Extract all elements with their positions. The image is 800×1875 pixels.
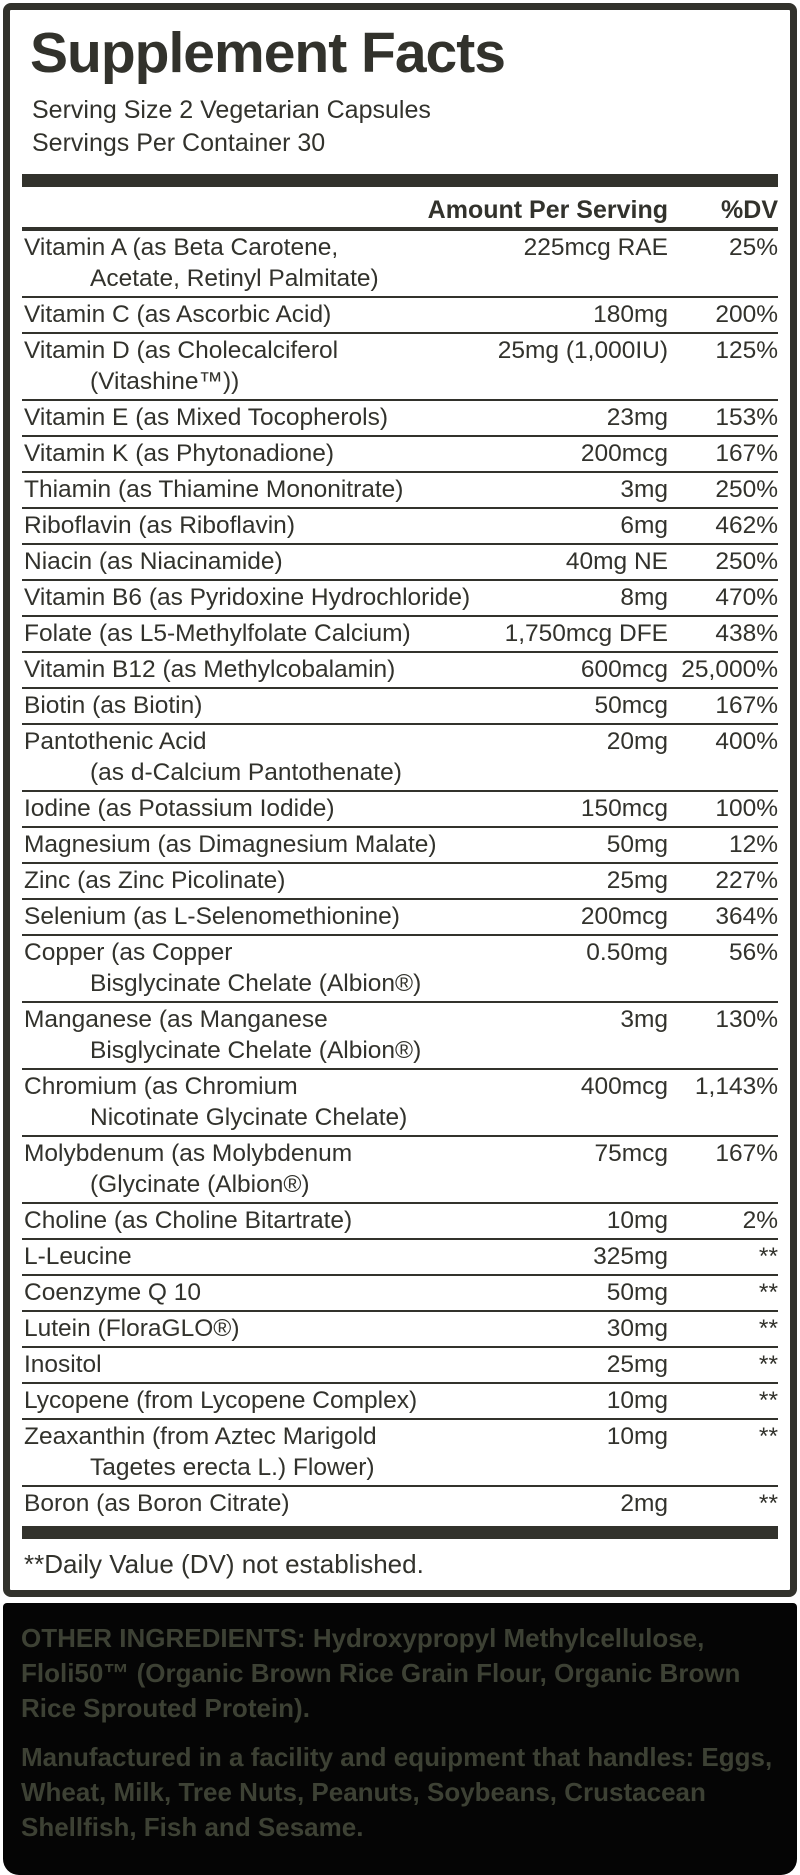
footnote: **Daily Value (DV) not established. bbox=[24, 1549, 424, 1579]
ingredient-name: Chromium (as Chromium Nicotinate Glycinate Chelate) bbox=[22, 1071, 478, 1133]
column-header-amount: Amount Per Serving bbox=[427, 196, 668, 224]
ingredient-name: Vitamin E (as Mixed Tocopherols) bbox=[24, 404, 389, 431]
ingredient-dv: 130% bbox=[715, 1006, 778, 1033]
serving-size: Serving Size 2 Vegetarian Capsules bbox=[32, 96, 431, 124]
table-row bbox=[22, 862, 778, 898]
other-ingredients-label: OTHER INGREDIENTS: bbox=[21, 1623, 306, 1653]
ingredient-dv: 25% bbox=[728, 234, 778, 261]
ingredient-dv: 470% bbox=[715, 584, 778, 611]
ingredient-amount: 6mg bbox=[620, 512, 668, 539]
table-row bbox=[22, 435, 778, 471]
ingredient-name-line2: (as d-Calcium Pantothenate) bbox=[90, 759, 402, 786]
ingredient-name: Niacin (as Niacinamide) bbox=[24, 548, 283, 575]
supplement-facts-panel bbox=[3, 3, 797, 1597]
ingredient-amount: 50mg bbox=[606, 1279, 668, 1306]
ingredient-dv: ** bbox=[758, 1243, 778, 1270]
ingredient-name: Vitamin K (as Phytonadione) bbox=[24, 440, 335, 467]
table-row bbox=[22, 934, 778, 1001]
divider-thick-bottom bbox=[22, 1526, 778, 1539]
ingredient-name: Vitamin D (as Cholecalciferol (Vitashine™)) bbox=[22, 335, 478, 397]
ingredient-dv: ** bbox=[758, 1423, 778, 1450]
ingredient-name: Selenium (as L-Selenomethionine) bbox=[24, 903, 400, 930]
ingredient-name: Choline (as Choline Bitartrate) bbox=[24, 1207, 353, 1234]
ingredient-name: Zeaxanthin (from Aztec Marigold Tagetes erecta L.) Flower) bbox=[22, 1421, 478, 1483]
table-row bbox=[22, 826, 778, 862]
ingredient-name-line2: (Vitashine™)) bbox=[90, 368, 240, 395]
ingredient-amount: 400mcg bbox=[580, 1073, 668, 1100]
ingredient-name: Lycopene (from Lycopene Complex) bbox=[24, 1387, 418, 1414]
ingredient-amount: 8mg bbox=[620, 584, 668, 611]
ingredient-amount: 25mg bbox=[606, 1351, 668, 1378]
allergen-text: Manufactured in a facility and equipment that handles: Eggs, Wheat, Milk, Tree Nuts, Peanuts, Soybeans, Crustacean Shellfish, Fish and Sesame. bbox=[21, 1742, 773, 1842]
ingredient-name: Copper (as Copper Bisglycinate Chelate (Albion®) bbox=[22, 937, 478, 999]
ingredient-amount: 200mcg bbox=[580, 440, 668, 467]
ingredient-name: Thiamin (as Thiamine Mononitrate) bbox=[24, 476, 404, 503]
ingredient-dv: ** bbox=[758, 1351, 778, 1378]
table-row bbox=[22, 507, 778, 543]
ingredient-amount: 50mcg bbox=[594, 692, 668, 719]
ingredient-name-line2: Acetate, Retinyl Palmitate) bbox=[90, 265, 379, 292]
ingredient-name: Molybdenum (as Molybdenum (Glycinate (Albion®) bbox=[22, 1138, 478, 1200]
ingredient-dv: 25,000% bbox=[681, 656, 778, 683]
ingredient-dv: ** bbox=[758, 1315, 778, 1342]
ingredient-name: Lutein (FloraGLO®) bbox=[24, 1315, 240, 1342]
page-title: Supplement Facts bbox=[30, 21, 505, 85]
ingredient-amount: 3mg bbox=[620, 1006, 668, 1033]
ingredient-name: Inositol bbox=[24, 1351, 102, 1378]
ingredient-dv: 364% bbox=[715, 903, 778, 930]
ingredient-dv: 167% bbox=[715, 1140, 778, 1167]
other-ingredients-text: Hydroxypropyl Methylcellulose, Floli50™ (Organic Brown Rice Grain Flour, Organic Brown Rice Sprouted Protein). bbox=[21, 1623, 741, 1723]
ingredient-dv: 200% bbox=[715, 301, 778, 328]
table-row bbox=[22, 1382, 778, 1418]
table-row bbox=[22, 543, 778, 579]
ingredient-amount: 10mg bbox=[606, 1387, 668, 1414]
ingredient-amount: 325mg bbox=[593, 1243, 668, 1270]
table-row bbox=[22, 579, 778, 615]
ingredient-name-line2: Bisglycinate Chelate (Albion®) bbox=[90, 1037, 422, 1064]
ingredient-name: Vitamin B6 (as Pyridoxine Hydrochloride) bbox=[24, 584, 471, 611]
ingredient-name: Riboflavin (as Riboflavin) bbox=[24, 512, 295, 539]
ingredient-amount: 200mcg bbox=[580, 903, 668, 930]
ingredient-amount: 3mg bbox=[620, 476, 668, 503]
ingredient-amount: 25mg (1,000IU) bbox=[497, 337, 668, 364]
ingredient-name: Pantothenic Acid (as d-Calcium Pantothenate) bbox=[22, 726, 478, 788]
ingredient-amount: 180mg bbox=[593, 301, 668, 328]
table-row bbox=[22, 1485, 778, 1521]
ingredient-name: Magnesium (as Dimagnesium Malate) bbox=[24, 831, 437, 858]
ingredient-dv: 100% bbox=[715, 795, 778, 822]
ingredient-dv: 438% bbox=[715, 620, 778, 647]
ingredient-dv: ** bbox=[758, 1279, 778, 1306]
ingredient-name: Manganese (as Manganese Bisglycinate Chelate (Albion®) bbox=[22, 1004, 478, 1066]
ingredient-amount: 2mg bbox=[620, 1490, 668, 1517]
facts-rows bbox=[22, 231, 778, 1521]
ingredient-amount: 150mcg bbox=[580, 795, 668, 822]
ingredient-dv: 2% bbox=[742, 1207, 778, 1234]
divider-thick-top bbox=[22, 174, 778, 187]
table-row bbox=[22, 723, 778, 790]
column-header-dv: %DV bbox=[721, 196, 778, 224]
ingredient-dv: 125% bbox=[715, 337, 778, 364]
servings-per-container: Servings Per Container 30 bbox=[32, 129, 326, 157]
ingredient-name-line2: Bisglycinate Chelate (Albion®) bbox=[90, 970, 422, 997]
ingredient-name: Vitamin C (as Ascorbic Acid) bbox=[24, 301, 332, 328]
ingredient-dv: 227% bbox=[715, 867, 778, 894]
table-row bbox=[22, 296, 778, 332]
table-row bbox=[22, 898, 778, 934]
ingredient-amount: 23mg bbox=[606, 404, 668, 431]
ingredient-amount: 75mcg bbox=[594, 1140, 668, 1167]
ingredient-name: Coenzyme Q 10 bbox=[24, 1279, 202, 1306]
table-row bbox=[22, 1346, 778, 1382]
ingredient-amount: 225mcg RAE bbox=[523, 234, 668, 261]
ingredient-dv: 1,143% bbox=[694, 1073, 778, 1100]
ingredient-amount: 25mg bbox=[606, 867, 668, 894]
table-row bbox=[22, 1238, 778, 1274]
other-ingredients-section bbox=[3, 1603, 797, 1875]
table-row bbox=[22, 1001, 778, 1068]
table-row bbox=[22, 687, 778, 723]
table-row bbox=[22, 1202, 778, 1238]
ingredient-name: Biotin (as Biotin) bbox=[24, 692, 203, 719]
ingredient-amount: 10mg bbox=[606, 1423, 668, 1450]
ingredient-dv: ** bbox=[758, 1490, 778, 1517]
ingredient-name: Zinc (as Zinc Picolinate) bbox=[24, 867, 286, 894]
ingredient-dv: ** bbox=[758, 1387, 778, 1414]
ingredient-name: Boron (as Boron Citrate) bbox=[24, 1490, 290, 1517]
ingredient-dv: 167% bbox=[715, 692, 778, 719]
ingredient-name: Vitamin B12 (as Methylcobalamin) bbox=[24, 656, 396, 683]
table-row bbox=[22, 231, 778, 296]
ingredient-amount: 50mg bbox=[606, 831, 668, 858]
ingredient-name-line2: Nicotinate Glycinate Chelate) bbox=[90, 1104, 408, 1131]
table-row bbox=[22, 651, 778, 687]
ingredient-name: Vitamin A (as Beta Carotene, Acetate, Retinyl Palmitate) bbox=[22, 232, 478, 294]
ingredient-amount: 0.50mg bbox=[586, 939, 668, 966]
ingredient-name: Iodine (as Potassium Iodide) bbox=[24, 795, 335, 822]
serving-info bbox=[22, 94, 778, 160]
ingredient-name: Folate (as L5-Methylfolate Calcium) bbox=[24, 620, 411, 647]
ingredient-dv: 250% bbox=[715, 476, 778, 503]
table-header bbox=[22, 187, 778, 227]
ingredient-dv: 400% bbox=[715, 728, 778, 755]
table-row bbox=[22, 332, 778, 399]
table-row bbox=[22, 790, 778, 826]
table-row bbox=[22, 399, 778, 435]
table-row bbox=[22, 1135, 778, 1202]
table-row bbox=[22, 1310, 778, 1346]
ingredient-dv: 56% bbox=[728, 939, 778, 966]
table-row bbox=[22, 615, 778, 651]
ingredient-amount: 20mg bbox=[606, 728, 668, 755]
ingredient-amount: 600mcg bbox=[580, 656, 668, 683]
ingredient-dv: 167% bbox=[715, 440, 778, 467]
ingredient-amount: 40mg NE bbox=[565, 548, 668, 575]
table-row bbox=[22, 1418, 778, 1485]
ingredient-dv: 462% bbox=[715, 512, 778, 539]
other-ingredients-paragraph bbox=[21, 1621, 779, 1726]
ingredient-amount: 10mg bbox=[606, 1207, 668, 1234]
ingredient-amount: 30mg bbox=[606, 1315, 668, 1342]
ingredient-name-line2: Tagetes erecta L.) Flower) bbox=[90, 1454, 375, 1481]
ingredient-name-line2: (Glycinate (Albion®) bbox=[90, 1171, 310, 1198]
ingredient-dv: 153% bbox=[715, 404, 778, 431]
table-row bbox=[22, 1068, 778, 1135]
ingredient-dv: 250% bbox=[715, 548, 778, 575]
ingredient-dv: 12% bbox=[728, 831, 778, 858]
ingredient-name: L-Leucine bbox=[24, 1243, 132, 1270]
table-row bbox=[22, 471, 778, 507]
ingredient-amount: 1,750mcg DFE bbox=[504, 620, 668, 647]
table-row bbox=[22, 1274, 778, 1310]
